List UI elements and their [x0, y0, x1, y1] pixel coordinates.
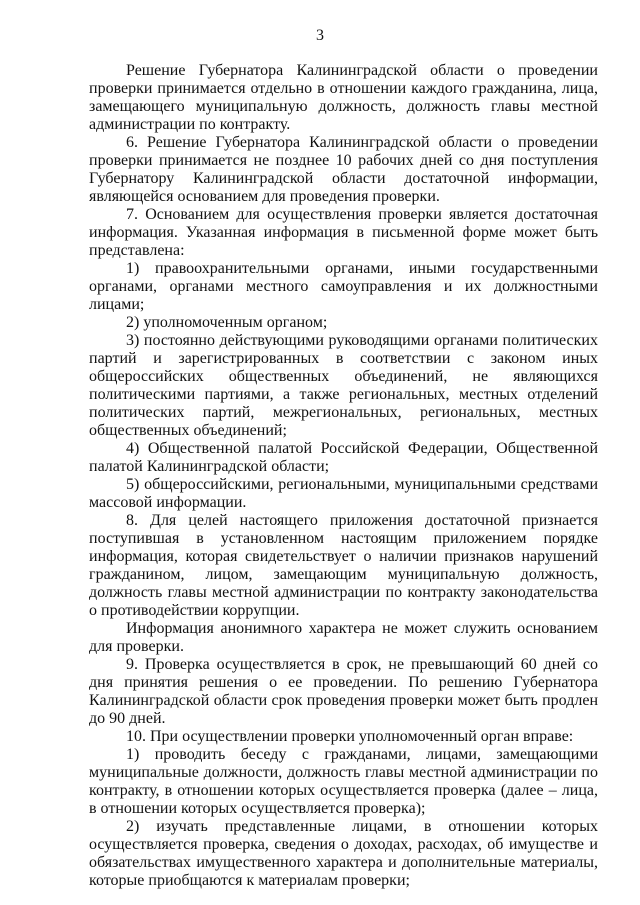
paragraph: 9. Проверка осуществляется в срок, не превышающий 60 дней со дня принятия решения о ее проведении. По решению Губернатора Калининградской области срок проведения проверки может быть продлен до 90 дней.	[89, 656, 598, 727]
paragraph: 6. Решение Губернатора Калининградской области о проведении проверки принимается не позднее 10 рабочих дней со дня поступления Губернатору Калининградской области достаточной информации, являющейся основанием для проведения проверки.	[89, 134, 598, 205]
paragraph: 7. Основанием для осуществления проверки является достаточная информация. Указанная информация в письменной форме может быть представлена:	[89, 206, 598, 259]
page-number: 3	[316, 27, 324, 44]
paragraph: 8. Для целей настоящего приложения достаточной признается поступившая в установленном настоящим приложением порядке информация, которая свидетельствует о наличии признаков нарушений гражданином, лицом, замещающим муниципальную должность, должность главы местной администрации по контракту законодательства о противодействии коррупции.	[89, 512, 598, 619]
paragraph: 3) постоянно действующими руководящими органами политических партий и зарегистрированных в соответствии с законом иных общероссийских общественных объединений, не являющихся политическими партиями, а также региональных, местных отделений политических партий, межрегиональных, региональных, местных общественных объединений;	[89, 332, 598, 439]
paragraph: Информация анонимного характера не может служить основанием для проверки.	[89, 620, 598, 655]
document-body	[89, 62, 598, 890]
paragraph: 1) правоохранительными органами, иными государственными органами, органами местного самоуправления и их должностными лицами;	[89, 260, 598, 313]
paragraph: 5) общероссийскими, региональными, муниципальными средствами массовой информации.	[89, 476, 598, 511]
paragraph: Решение Губернатора Калининградской области о проведении проверки принимается отдельно в отношении каждого гражданина, лица, замещающего муниципальную должность, должность главы местной администрации по контракту.	[89, 62, 598, 133]
paragraph: 2) изучать представленные лицами, в отношении которых осуществляется проверка, сведения о доходах, расходах, об имуществе и обязательствах имущественного характера и дополнительные материалы, которые приобщаются к материалам проверки;	[89, 818, 598, 889]
paragraph: 2) уполномоченным органом;	[126, 314, 328, 331]
paragraph: 1) проводить беседу с гражданами, лицами, замещающими муниципальные должности, должность главы местной администрации по контракту, в отношении которых осуществляется проверка (далее – лица, в отношении которых осуществляется проверка);	[89, 746, 598, 817]
paragraph: 4) Общественной палатой Российской Федерации, Общественной палатой Калининградской области;	[89, 440, 598, 475]
paragraph: 10. При осуществлении проверки уполномоченный орган вправе:	[126, 728, 574, 745]
